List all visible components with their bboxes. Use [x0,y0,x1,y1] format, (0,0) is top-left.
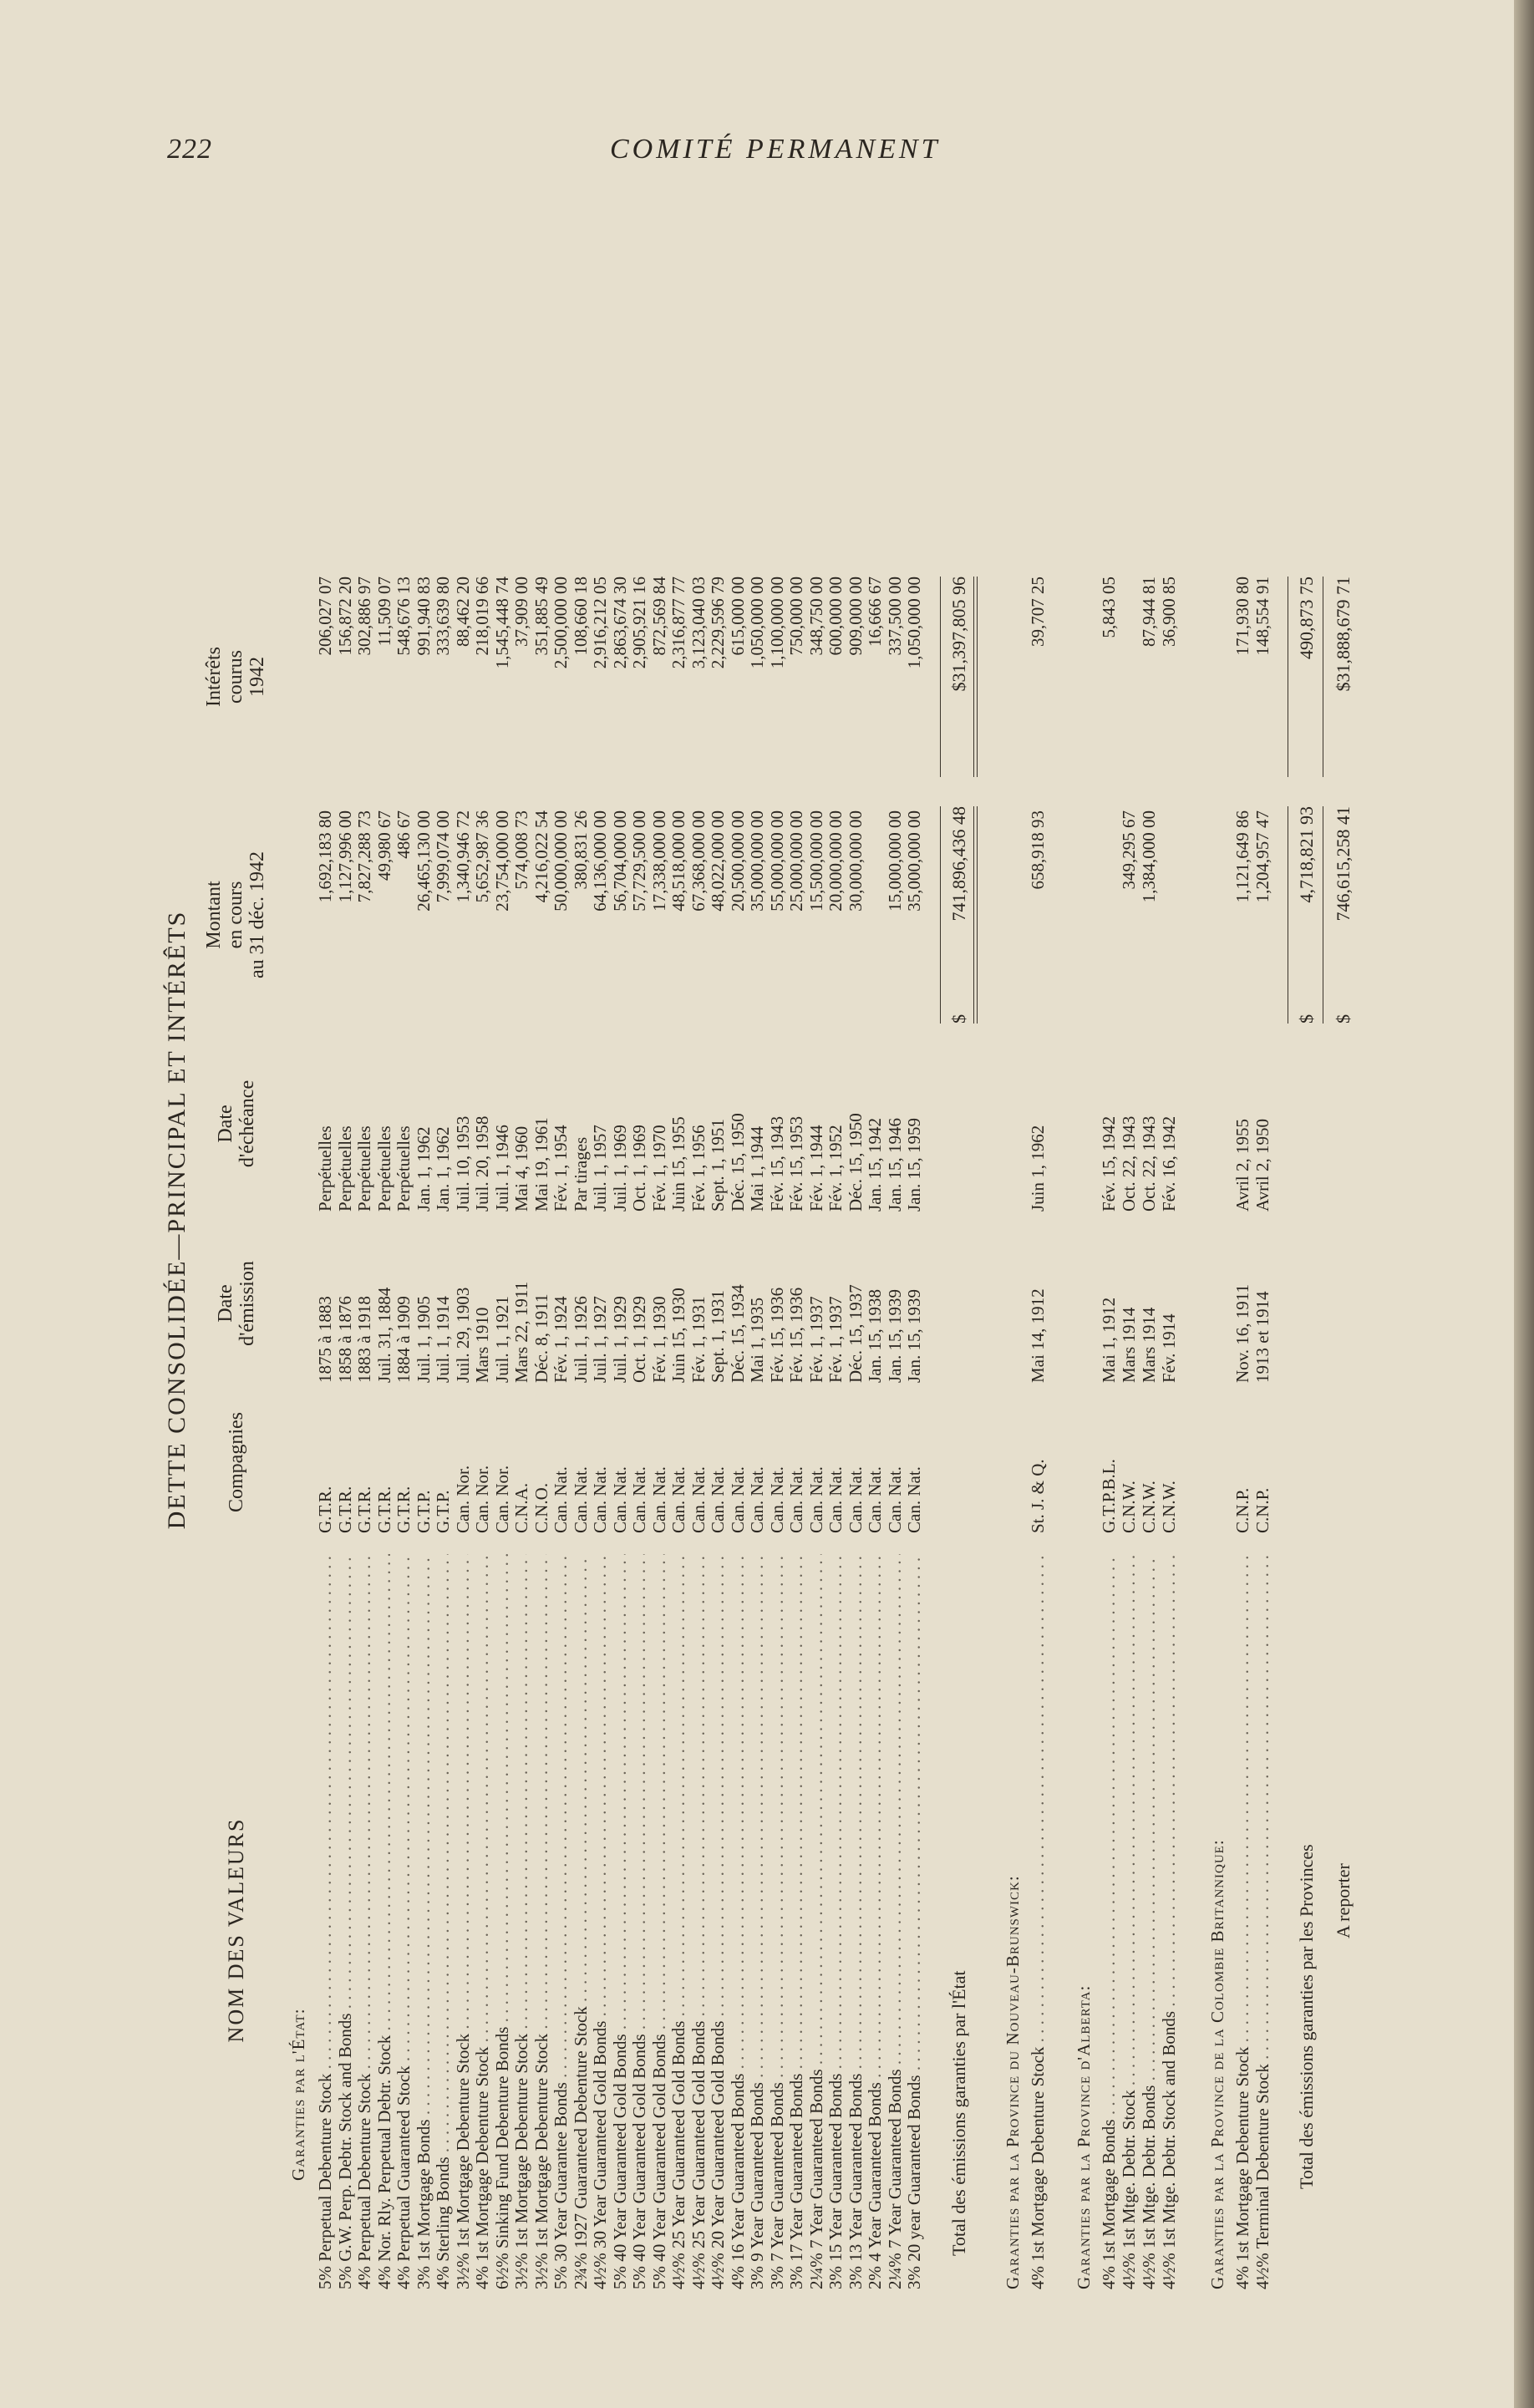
security-name: 4½% 1st Mtge. Debtr. Stock . . . [1119,1554,1139,2289]
table-row [747,568,767,2289]
security-name: 4% 1st Mortgage Debenture Stock . . . [472,1554,492,2289]
maturity-date: Fév. 1, 1956 [688,1125,709,1212]
header-maturity: Date d'échéance [215,1080,258,1168]
issue-date: Juil. 1, 1926 [570,1296,591,1383]
section-bc: Garanties par la Province de la Colombie Britannique: [1207,1839,1227,2289]
table-row [786,568,806,2289]
table-row [433,568,453,2289]
company: Can. Nat. [766,1466,787,1533]
issue-date: Fév. 1, 1924 [551,1296,571,1383]
maturity-date: Oct. 1, 1969 [629,1125,649,1212]
section-state: Garanties par l'État: [288,2008,308,2181]
table-row [1139,568,1159,2289]
provinces-total-row [1296,434,1318,2189]
amount-outstanding: 50,000,000 00 [551,810,571,912]
accrued-interest: 16,666 67 [865,577,885,647]
company: Can. Nat. [884,1466,905,1533]
company: Can. Nat. [747,1466,767,1533]
company: Can. Nat. [727,1466,748,1533]
security-name: 5% 30 Year Guarantee Bonds . . . [551,1554,571,2289]
issue-date: Juin 15, 1930 [668,1288,688,1383]
company: Can. Nor. [472,1465,492,1533]
company: G.T.R. [373,1486,394,1533]
company: Can. Nat. [551,1466,571,1533]
amount-outstanding: 658,918 93 [1028,810,1048,890]
accrued-interest: 2,863,674 30 [609,577,630,669]
maturity-date: Oct. 22, 1943 [1139,1115,1159,1212]
amount-outstanding: 35,000,000 00 [747,810,767,912]
issue-date: Mai 1, 1912 [1099,1297,1119,1383]
company: G.T.R. [354,1486,374,1533]
security-name: 3½% 1st Mortgage Debenture Stock . . . [511,1554,531,2289]
security-name: 4% 1st Mortgage Debenture Stock . . . [1028,1554,1048,2289]
security-name: 2¼% 7 Year Guaranteed Bonds . . . [885,1554,905,2289]
table-row [904,568,924,2289]
table-row [610,568,630,2289]
maturity-date: Fév. 15, 1942 [1099,1115,1119,1212]
maturity-date: Par tirages [570,1136,591,1212]
amount-outstanding: 486 67 [394,810,414,859]
maturity-date: Juil. 20, 1958 [472,1115,492,1212]
maturity-date: Mai 4, 1960 [511,1125,531,1212]
amount-outstanding: 57,729,500 00 [629,810,649,912]
issue-date: Nov. 16, 1911 [1232,1283,1252,1383]
amount-outstanding: 17,338,000 00 [648,810,669,912]
currency-sign: $ [1333,1014,1354,1024]
amount-outstanding: 64,136,000 00 [590,810,610,912]
maturity-date: Déc. 15, 1950 [727,1113,748,1212]
amount-outstanding: 35,000,000 00 [904,810,924,912]
page-edge-shadow [1514,0,1534,2408]
company: Can. Nat. [845,1466,866,1533]
company: G.T.R. [394,1486,414,1533]
security-name: 6½% Sinking Fund Debenture Bonds . . . [492,1554,512,2289]
security-name: 3% 13 Year Guaranteed Bonds . . . [846,1554,866,2289]
issue-date: Juil. 31, 1884 [373,1287,394,1383]
accrued-interest: 333,639 80 [433,577,453,656]
section-alberta: Garanties par la Province d'Alberta: [1074,1984,1094,2289]
amount-outstanding: 1,127,996 00 [334,810,355,903]
amount-outstanding: 48,022,000 00 [708,810,728,912]
amount-outstanding: 25,000,000 00 [786,810,806,912]
company: G.T.P.B.L. [1099,1459,1119,1533]
table-row [1159,568,1179,2289]
company: Can. Nat. [786,1466,806,1533]
maturity-date: Juin 15, 1955 [668,1116,688,1212]
accrued-interest: 37,909 00 [511,577,531,647]
table-row [374,568,394,2289]
state-total-label: Total des émissions garanties par l'État [948,1970,969,2256]
state-total-row [948,501,970,2256]
company: C.N.P. [1252,1487,1272,1533]
company: C.N.W. [1159,1481,1179,1533]
maturity-date: Juil. 1, 1946 [491,1125,512,1212]
company: Can. Nat. [629,1466,649,1533]
amount-outstanding: 55,000,000 00 [766,810,787,912]
maturity-date: Avril 2, 1955 [1232,1118,1252,1212]
header-amount: Montant en cours au 31 déc. 1942 [203,851,268,978]
maturity-date: Perpétuelles [354,1125,374,1212]
maturity-date: Juil. 1, 1969 [609,1125,630,1212]
security-name: 4% 1st Mortgage Debenture Stock . . . [1232,1554,1252,2289]
accrued-interest: 87,944 81 [1139,577,1159,647]
amount-double-rule [973,806,978,1024]
issue-date: Mai 1, 1935 [747,1297,767,1383]
accrued-interest: 36,900 85 [1159,577,1179,647]
table-row [1252,568,1272,2289]
maturity-date: Fév. 1, 1952 [825,1125,846,1212]
security-name: 4½% 30 Year Guaranteed Gold Bonds . . . [590,1554,610,2289]
issue-date: Fév. 1, 1930 [648,1296,669,1383]
accrued-interest: 2,500,000 00 [551,577,571,669]
issue-date: Juil. 29, 1903 [452,1287,473,1383]
accrued-interest: 337,500 00 [884,577,905,656]
state-total-amount: 741,896,436 48 [948,806,969,922]
table-row [551,568,571,2289]
state-total-interest: $31,397,805 96 [948,577,969,692]
accrued-interest: 218,019 66 [472,577,492,656]
accrued-interest: 909,000 00 [845,577,866,656]
company: Can. Nor. [452,1465,473,1533]
security-name: 4% Nor. Rly. Perpetual Debtr. Stock . . . [374,1554,394,2289]
issue-date: Jan. 15, 1939 [884,1289,905,1383]
company: Can. Nat. [865,1466,885,1533]
accrued-interest: 351,885 49 [531,577,551,656]
security-name: 5% G.W. Perp. Debtr. Stock and Bonds . . . [335,1554,355,2289]
table-row [728,568,748,2289]
maturity-date: Jan. 1, 1962 [433,1126,453,1212]
maturity-date: Juil. 1, 1957 [590,1125,610,1212]
company: Can. Nat. [688,1466,709,1533]
table-row [688,568,709,2289]
header-company: Compagnies [226,1412,247,1512]
issue-date: Fév. 15, 1936 [766,1287,787,1383]
amount-outstanding: 1,340,946 72 [452,810,473,903]
maturity-date: Fév. 1, 1944 [805,1125,826,1212]
maturity-date: Perpétuelles [394,1125,414,1212]
issue-date: Fév. 15, 1936 [786,1287,806,1383]
table-row [806,568,826,2289]
provinces-total-label: Total des émissions garanties par les Provinces [1296,1844,1317,2189]
currency-sign: $ [1296,1014,1317,1024]
amount-outstanding: 56,704,000 00 [609,810,630,912]
table-row [571,568,591,2289]
security-name: 3% 20 year Guaranteed Bonds . . . [904,1554,924,2289]
security-name: 3% 7 Year Guaranteed Bonds . . . [767,1554,787,2289]
company: C.N.W. [1119,1481,1139,1533]
provinces-total-amount: 4,718,821 93 [1296,806,1317,903]
table-row [825,568,846,2289]
running-head: COMITÉ PERMANENT [610,134,941,165]
table-row [394,568,414,2289]
table-row [414,568,434,2289]
table-row [492,568,512,2289]
table-row [1028,568,1048,2289]
maturity-date: Juin 1, 1962 [1028,1125,1048,1212]
table-row [1119,568,1139,2289]
table-row [315,568,335,2289]
maturity-date: Oct. 22, 1943 [1119,1115,1139,1212]
carry-forward-interest: $31,888,679 71 [1333,577,1354,692]
issue-date: Jan. 15, 1938 [865,1289,885,1383]
accrued-interest: 1,050,000 00 [904,577,924,669]
company: G.T.P. [433,1490,453,1533]
security-name: 5% 40 Year Guaranteed Gold Bonds . . . [629,1554,649,2289]
accrued-interest: 156,872 20 [334,577,355,656]
currency-sign: $ [948,1014,969,1024]
maturity-date: Fév. 1, 1970 [648,1125,669,1212]
accrued-interest: 750,000 00 [786,577,806,656]
maturity-date: Fév. 15, 1943 [766,1115,787,1212]
maturity-date: Perpétuelles [373,1125,394,1212]
issue-date: Fév. 1, 1931 [688,1296,709,1383]
table-row [511,568,531,2289]
issue-date: Fév. 1914 [1159,1313,1179,1383]
security-name: 3% 1st Mortgage Bonds . . . [414,1554,434,2289]
maturity-date: Jan. 15, 1946 [884,1118,905,1212]
accrued-interest: 600,000 00 [825,577,846,656]
issue-date: 1884 à 1909 [394,1296,414,1383]
issue-date: Mars 1914 [1119,1307,1139,1383]
issue-date: Jan. 15, 1939 [904,1289,924,1383]
issue-date: Fév. 1, 1937 [825,1296,846,1383]
header-issue: Date d'émission [215,1261,258,1346]
amount-outstanding: 26,465,130 00 [413,810,434,912]
security-name: 4% Sterling Bonds . . . [433,1554,453,2289]
table-row [472,568,492,2289]
issue-date: 1913 et 1914 [1252,1291,1272,1383]
table-row [354,568,374,2289]
company: Can. Nor. [491,1465,512,1533]
amount-outstanding: 5,652,987 36 [472,810,492,903]
company: St. J. & Q. [1028,1459,1048,1533]
interest-double-rule [973,577,978,777]
table-row [1232,568,1252,2289]
security-name: 3% 15 Year Guaranteed Bonds . . . [825,1554,846,2289]
issue-date: Mars 1914 [1139,1307,1159,1383]
issue-date: 1858 à 1876 [334,1296,355,1383]
issue-date: Juil. 1, 1921 [491,1296,512,1383]
issue-date: Mai 14, 1912 [1028,1288,1048,1383]
accrued-interest: 1,050,000 00 [747,577,767,669]
table-row [629,568,649,2289]
accrued-interest: 5,843 05 [1099,577,1119,638]
amount-outstanding: 1,384,000 00 [1139,810,1159,903]
maturity-date: Fév. 1, 1954 [551,1125,571,1212]
maturity-date: Perpétuelles [315,1125,335,1212]
table-row [590,568,610,2289]
company: G.T.R. [334,1486,355,1533]
table-row [531,568,551,2289]
security-name: 4½% 25 Year Guaranteed Gold Bonds . . . [688,1554,709,2289]
table-row [1099,568,1119,2289]
maturity-date: Jan. 1, 1962 [413,1126,434,1212]
carry-forward-row [1333,184,1354,1938]
accrued-interest: 3,123,040 03 [688,577,709,669]
page-number: 222 [167,134,212,165]
security-name: 5% Perpetual Debenture Stock . . . [315,1554,335,2289]
amount-outstanding: 380,831 26 [570,810,591,890]
accrued-interest: 1,545,448 74 [491,577,512,669]
accrued-interest: 1,100,000 00 [766,577,787,669]
amount-outstanding: 49,980 67 [373,810,394,881]
security-name: 4½% 20 Year Guaranteed Gold Bonds . . . [708,1554,728,2289]
header-name: NOM DES VALEURS [224,1817,248,2043]
issue-date: Fév. 1, 1937 [805,1296,826,1383]
accrued-interest: 11,509 07 [373,577,394,647]
company: Can. Nat. [805,1466,826,1533]
issue-date: Juil. 1, 1914 [433,1296,453,1383]
company: Can. Nat. [609,1466,630,1533]
accrued-interest: 206,027 07 [315,577,335,656]
issue-date: Mars 22, 1911 [511,1281,531,1383]
rotated-table [163,150,1433,2289]
company: C.N.P. [1232,1487,1252,1533]
security-name: 5% 40 Year Guaranteed Gold Bonds . . . [610,1554,630,2289]
security-name: 4% Perpetual Debenture Stock . . . [354,1554,374,2289]
amount-outstanding: 23,754,000 00 [491,810,512,912]
accrued-interest: 2,316,877 77 [668,577,688,669]
issue-date: 1875 à 1883 [315,1296,335,1383]
header-interest: Intérêts courus 1942 [203,647,268,707]
accrued-interest: 348,750 00 [805,577,826,656]
security-name: 4% 16 Year Guaranteed Bonds . . . [728,1554,748,2289]
company: Can. Nat. [570,1466,591,1533]
issue-date: Déc. 15, 1937 [845,1284,866,1383]
issue-date: Déc. 15, 1934 [727,1284,748,1383]
accrued-interest: 2,229,596 79 [708,577,728,669]
security-name: 2¼% 7 Year Guaranteed Bonds . . . [806,1554,826,2289]
amount-outstanding: 67,368,000 00 [688,810,709,912]
table-row [885,568,905,2289]
security-name: 4½% 1st Mtge. Debtr. Stock and Bonds . . . [1159,1554,1179,2289]
accrued-interest: 171,930 80 [1232,577,1252,656]
security-name: 5% 40 Year Guaranteed Gold Bonds . . . [649,1554,669,2289]
maturity-date: Jan. 15, 1959 [904,1118,924,1212]
company: Can. Nat. [648,1466,669,1533]
company: Can. Nat. [668,1466,688,1533]
accrued-interest: 548,676 13 [394,577,414,656]
table-row [453,568,473,2289]
company: Can. Nat. [708,1466,728,1533]
amount-outstanding: 15,500,000 00 [805,810,826,912]
accrued-interest: 2,916,212 05 [590,577,610,669]
security-name: 4½% 1st Mtge. Debtr. Bonds . . . [1139,1554,1159,2289]
accrued-interest: 872,569 84 [648,577,669,656]
maturity-date: Jan. 15, 1942 [865,1118,885,1212]
amount-outstanding: 7,827,288 73 [354,810,374,903]
amount-outstanding: 4,216,022 54 [531,810,551,903]
table-row [708,568,728,2289]
security-name: 4% Perpetual Guaranteed Stock . . . [394,1554,414,2289]
accrued-interest: 39,707 25 [1028,577,1048,647]
issue-date: Oct. 1, 1929 [629,1296,649,1383]
amount-rule [940,806,941,1024]
security-name: 2¾% 1927 Guaranteed Debenture Stock . . . [571,1554,591,2289]
company: Can. Nat. [904,1466,924,1533]
amount-outstanding: 48,518,000 00 [668,810,688,912]
security-name: 3½% 1st Mortgage Debenture Stock . . . [453,1554,473,2289]
amount-outstanding: 7,999,074 00 [433,810,453,903]
maturity-date: Sept. 1, 1951 [708,1119,728,1212]
amount-outstanding: 20,500,000 00 [727,810,748,912]
maturity-date: Perpétuelles [334,1125,355,1212]
table-row [865,568,885,2289]
company: G.T.P. [413,1490,434,1533]
security-name: 3½% 1st Mortgage Debenture Stock . . . [531,1554,551,2289]
interest-rule [940,577,941,777]
amount-outstanding: 20,000,000 00 [825,810,846,912]
company: C.N.A. [511,1482,531,1533]
amount-outstanding: 15,000,000 00 [884,810,905,912]
issue-date: Déc. 8, 1911 [531,1293,551,1383]
accrued-interest: 88,462 20 [452,577,473,647]
table-row [846,568,866,2289]
carry-forward-amount: 746,615,258 41 [1333,806,1354,922]
amount-outstanding: 574,008 73 [511,810,531,890]
security-name: 4½% 25 Year Guaranteed Gold Bonds . . . [668,1554,688,2289]
amount-outstanding: 1,204,957 47 [1252,810,1272,903]
table-row [767,568,787,2289]
company: C.N.W. [1139,1481,1159,1533]
company: Can. Nat. [825,1466,846,1533]
table-row [649,568,669,2289]
company: C.N.O. [531,1482,551,1533]
security-name: 2% 4 Year Guaranteed Bonds . . . [865,1554,885,2289]
accrued-interest: 108,660 18 [570,577,591,656]
accrued-interest: 2,905,921 16 [629,577,649,669]
issue-date: Juil. 1, 1929 [609,1296,630,1383]
issue-date: Juil. 1, 1905 [413,1296,434,1383]
maturity-date: Fév. 16, 1942 [1159,1115,1179,1212]
amount-outstanding: 349,295 67 [1119,810,1139,890]
security-name: 3% 17 Year Guaranteed Bonds . . . [786,1554,806,2289]
maturity-date: Déc. 15, 1950 [845,1113,866,1212]
maturity-date: Fév. 15, 1953 [786,1115,806,1212]
maturity-date: Avril 2, 1950 [1252,1118,1272,1212]
security-name: 4½% Terminal Debenture Stock . . . [1252,1554,1272,2289]
accrued-interest: 991,940 83 [413,577,434,656]
accrued-interest: 615,000 00 [727,577,748,656]
security-name: 3% 9 Year Guaranteed Bonds . . . [747,1554,767,2289]
accrued-interest: 302,886 97 [354,577,374,656]
issue-date: Sept. 1, 1931 [708,1290,728,1383]
table-title: DETTE CONSOLIDÉE—PRINCIPAL ET INTÉRÊTS [163,910,190,1530]
company: G.T.R. [315,1486,335,1533]
security-name: 4% 1st Mortgage Bonds . . . [1099,1554,1119,2289]
maturity-date: Mai 1, 1944 [747,1125,767,1212]
maturity-date: Mai 19, 1961 [531,1117,551,1212]
amount-outstanding: 30,000,000 00 [845,810,866,912]
issue-date: Mars 1910 [472,1307,492,1383]
issue-date: 1883 à 1918 [354,1296,374,1383]
accrued-interest: 148,554 91 [1252,577,1272,656]
amount-outstanding: 1,121,649 86 [1232,810,1252,903]
maturity-date: Juil. 10, 1953 [452,1115,473,1212]
issue-date: Juil. 1, 1927 [590,1296,610,1383]
provinces-total-interest: 490,873 75 [1296,577,1317,659]
table-row [335,568,355,2289]
amount-outstanding: 1,692,183 80 [315,810,335,903]
carry-forward-label: A reporter [1333,1863,1354,1938]
table-row [668,568,688,2289]
company: Can. Nat. [590,1466,610,1533]
section-nb: Garanties par la Province du Nouveau-Brunswick: [1003,1875,1023,2289]
